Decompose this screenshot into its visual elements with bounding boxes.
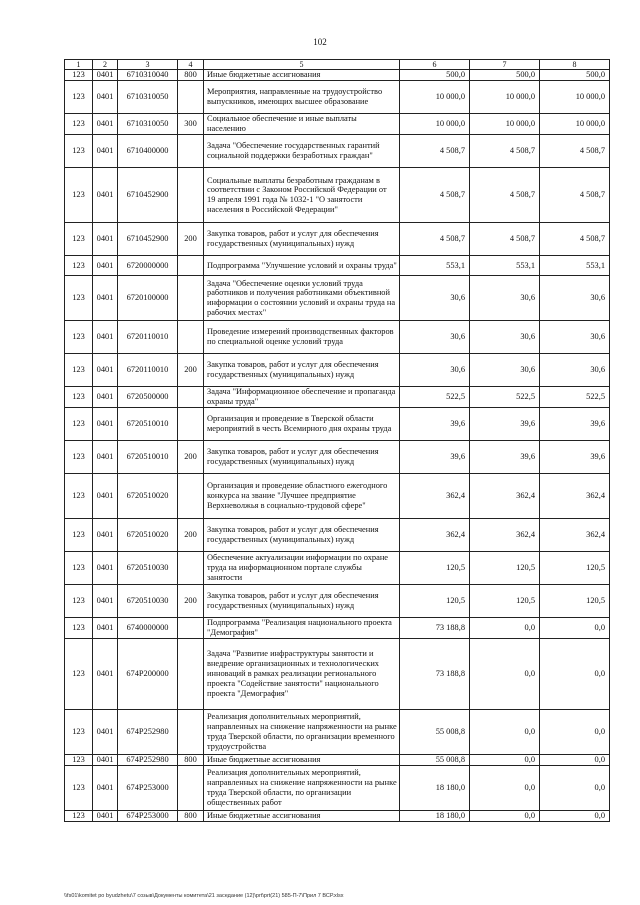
table-cell-1: 123 <box>65 168 93 223</box>
table-cell-5: Мероприятия, направленные на трудоустройство выпускников, имеющих высшее образование <box>204 81 400 114</box>
table-cell-7: 0,0 <box>470 766 540 811</box>
table-cell-1: 123 <box>65 321 93 354</box>
table-cell-5: Закупка товаров, работ и услуг для обеспечения государственных (муниципальных) нужд <box>204 354 400 387</box>
table-cell-8: 30,6 <box>540 321 610 354</box>
table-row <box>65 387 610 408</box>
table-cell-8: 0,0 <box>540 755 610 766</box>
table-cell-1: 123 <box>65 618 93 639</box>
table-cell-7: 0,0 <box>470 710 540 755</box>
table-cell-2: 0401 <box>93 223 118 256</box>
table-cell-2: 0401 <box>93 710 118 755</box>
table-row <box>65 811 610 822</box>
table-cell-4 <box>178 710 204 755</box>
column-header: 1 <box>65 60 93 70</box>
column-header: 5 <box>204 60 400 70</box>
table-cell-7: 39,6 <box>470 408 540 441</box>
table-cell-3: 6720510010 <box>118 408 178 441</box>
table-cell-7: 30,6 <box>470 354 540 387</box>
table-cell-3: 6720510020 <box>118 474 178 519</box>
table-cell-3: 6710310040 <box>118 70 178 81</box>
table-cell-6: 30,6 <box>400 321 470 354</box>
table-cell-8: 362,4 <box>540 519 610 552</box>
table-cell-4: 800 <box>178 70 204 81</box>
table-cell-1: 123 <box>65 354 93 387</box>
table-cell-5: Социальные выплаты безработным гражданам в соответствии с Законом Российской Федерации от 19 апреля 1991 года № 1032-1 "О занятости населения в Российской Федерации" <box>204 168 400 223</box>
table-cell-7: 30,6 <box>470 321 540 354</box>
table-row <box>65 519 610 552</box>
table-cell-7: 120,5 <box>470 552 540 585</box>
table-cell-6: 4 508,7 <box>400 223 470 256</box>
table-cell-1: 123 <box>65 81 93 114</box>
table-cell-1: 123 <box>65 70 93 81</box>
table-cell-5: Проведение измерений производственных факторов по специальной оценке условий труда <box>204 321 400 354</box>
table-cell-6: 120,5 <box>400 585 470 618</box>
table-cell-2: 0401 <box>93 552 118 585</box>
table-cell-1: 123 <box>65 441 93 474</box>
table-cell-7: 0,0 <box>470 639 540 710</box>
table-cell-5: Закупка товаров, работ и услуг для обеспечения государственных (муниципальных) нужд <box>204 585 400 618</box>
table-cell-5: Реализация дополнительных мероприятий, направленных на снижение напряженности на рынке труда Тверской области, по организации временного трудоустройства <box>204 710 400 755</box>
table-cell-4 <box>178 321 204 354</box>
table-cell-6: 500,0 <box>400 70 470 81</box>
table-row <box>65 552 610 585</box>
table-cell-4 <box>178 276 204 321</box>
table-cell-6: 55 008,8 <box>400 710 470 755</box>
table-cell-7: 500,0 <box>470 70 540 81</box>
table-row <box>65 70 610 81</box>
table-cell-2: 0401 <box>93 354 118 387</box>
table-cell-3: 6710400000 <box>118 135 178 168</box>
table-cell-7: 362,4 <box>470 519 540 552</box>
table-cell-4: 800 <box>178 811 204 822</box>
table-cell-4: 200 <box>178 223 204 256</box>
table-cell-3: 6720500000 <box>118 387 178 408</box>
table-cell-5: Закупка товаров, работ и услуг для обеспечения государственных (муниципальных) нужд <box>204 441 400 474</box>
table-row <box>65 114 610 135</box>
table-cell-6: 362,4 <box>400 474 470 519</box>
table-cell-8: 30,6 <box>540 276 610 321</box>
table-cell-3: 674P252980 <box>118 755 178 766</box>
table-row <box>65 639 610 710</box>
table-row <box>65 766 610 811</box>
table-row <box>65 276 610 321</box>
file-path-footer: \\fs01\komitet po byudzhetu\7 созыв\Документы комитета\21 заседание (12)\prt\prt(21) 585-П-7\Прил 7 ВСР.xlsx <box>64 893 344 899</box>
table-cell-4: 200 <box>178 519 204 552</box>
table-cell-6: 39,6 <box>400 408 470 441</box>
table-cell-6: 553,1 <box>400 256 470 276</box>
table-cell-3: 674P200000 <box>118 639 178 710</box>
table-cell-2: 0401 <box>93 70 118 81</box>
table-row <box>65 135 610 168</box>
table-row <box>65 755 610 766</box>
table-cell-4: 200 <box>178 585 204 618</box>
table-cell-5: Задача "Развитие инфраструктуры занятости и внедрение организационных и технологических инноваций в рамках реализации регионального проекта "Содействие занятости" национального проекта "Демография" <box>204 639 400 710</box>
table-cell-6: 39,6 <box>400 441 470 474</box>
table-cell-8: 522,5 <box>540 387 610 408</box>
table-cell-8: 30,6 <box>540 354 610 387</box>
column-header: 2 <box>93 60 118 70</box>
table-cell-8: 4 508,7 <box>540 168 610 223</box>
table-cell-2: 0401 <box>93 81 118 114</box>
table-cell-8: 10 000,0 <box>540 114 610 135</box>
table-cell-3: 6740000000 <box>118 618 178 639</box>
table-cell-5: Подпрограмма "Улучшение условий и охраны труда" <box>204 256 400 276</box>
table-cell-5: Иные бюджетные ассигнования <box>204 811 400 822</box>
table-cell-3: 6710310050 <box>118 81 178 114</box>
table-cell-2: 0401 <box>93 276 118 321</box>
table-cell-1: 123 <box>65 387 93 408</box>
table-cell-4 <box>178 81 204 114</box>
table-cell-1: 123 <box>65 135 93 168</box>
table-cell-6: 55 008,8 <box>400 755 470 766</box>
table-cell-6: 522,5 <box>400 387 470 408</box>
table-cell-8: 0,0 <box>540 618 610 639</box>
table-cell-5: Закупка товаров, работ и услуг для обеспечения государственных (муниципальных) нужд <box>204 519 400 552</box>
table-cell-3: 6720110010 <box>118 354 178 387</box>
table-cell-8: 0,0 <box>540 639 610 710</box>
table-cell-6: 120,5 <box>400 552 470 585</box>
table-cell-7: 553,1 <box>470 256 540 276</box>
table-row <box>65 618 610 639</box>
table-cell-6: 73 188,8 <box>400 618 470 639</box>
table-cell-7: 39,6 <box>470 441 540 474</box>
table-cell-2: 0401 <box>93 618 118 639</box>
table-cell-6: 10 000,0 <box>400 81 470 114</box>
table-cell-2: 0401 <box>93 387 118 408</box>
table-cell-4 <box>178 168 204 223</box>
table-cell-1: 123 <box>65 408 93 441</box>
table-cell-4 <box>178 135 204 168</box>
table-cell-1: 123 <box>65 223 93 256</box>
table-row <box>65 710 610 755</box>
table-cell-5: Обеспечение актуализации информации по охране труда на информационном портале службы занятости <box>204 552 400 585</box>
table-cell-4 <box>178 408 204 441</box>
table-cell-2: 0401 <box>93 135 118 168</box>
table-cell-8: 553,1 <box>540 256 610 276</box>
table-cell-4 <box>178 766 204 811</box>
table-cell-4 <box>178 474 204 519</box>
table-cell-3: 674P253000 <box>118 811 178 822</box>
table-cell-6: 18 180,0 <box>400 766 470 811</box>
column-header: 7 <box>470 60 540 70</box>
table-cell-3: 6720000000 <box>118 256 178 276</box>
table-cell-5: Подпрограмма "Реализация национального проекта "Демография" <box>204 618 400 639</box>
table-row <box>65 81 610 114</box>
table-cell-4 <box>178 618 204 639</box>
table-cell-8: 4 508,7 <box>540 135 610 168</box>
table-cell-8: 0,0 <box>540 766 610 811</box>
table-cell-1: 123 <box>65 585 93 618</box>
table-cell-5: Организация и проведение областного ежегодного конкурса на звание "Лучшее предприятие Верхневолжья в социально-трудовой сфере" <box>204 474 400 519</box>
table-cell-1: 123 <box>65 710 93 755</box>
table-cell-1: 123 <box>65 256 93 276</box>
table-cell-5: Иные бюджетные ассигнования <box>204 70 400 81</box>
table-cell-4 <box>178 639 204 710</box>
table-cell-7: 0,0 <box>470 618 540 639</box>
table-cell-2: 0401 <box>93 256 118 276</box>
table-cell-1: 123 <box>65 552 93 585</box>
table-cell-2: 0401 <box>93 639 118 710</box>
table-cell-1: 123 <box>65 114 93 135</box>
table-cell-6: 30,6 <box>400 354 470 387</box>
table-cell-8: 0,0 <box>540 811 610 822</box>
page-number: 102 <box>313 37 327 47</box>
table-cell-5: Задача "Обеспечение оценки условий труда работников и получения работниками объективной информации о состоянии условий и охраны труда на рабочих местах" <box>204 276 400 321</box>
table-cell-1: 123 <box>65 766 93 811</box>
table-cell-1: 123 <box>65 519 93 552</box>
table-row <box>65 474 610 519</box>
table-cell-6: 30,6 <box>400 276 470 321</box>
table-cell-4: 300 <box>178 114 204 135</box>
table-cell-2: 0401 <box>93 441 118 474</box>
table-cell-7: 10 000,0 <box>470 114 540 135</box>
table-cell-3: 6720100000 <box>118 276 178 321</box>
table-cell-5: Задача "Обеспечение государственных гарантий социальной поддержки безработных граждан" <box>204 135 400 168</box>
table-cell-1: 123 <box>65 474 93 519</box>
table-cell-8: 39,6 <box>540 441 610 474</box>
table-cell-2: 0401 <box>93 585 118 618</box>
table-cell-8: 4 508,7 <box>540 223 610 256</box>
table-cell-5: Закупка товаров, работ и услуг для обеспечения государственных (муниципальных) нужд <box>204 223 400 256</box>
table-cell-8: 39,6 <box>540 408 610 441</box>
column-header: 4 <box>178 60 204 70</box>
table-cell-5: Реализация дополнительных мероприятий, направленных на снижение напряженности на рынке труда Тверской области, по организации общественных работ <box>204 766 400 811</box>
table-cell-8: 10 000,0 <box>540 81 610 114</box>
table-cell-7: 522,5 <box>470 387 540 408</box>
table-row <box>65 168 610 223</box>
table-cell-7: 120,5 <box>470 585 540 618</box>
table-cell-3: 6720510030 <box>118 585 178 618</box>
table-cell-2: 0401 <box>93 519 118 552</box>
table-cell-3: 6710452900 <box>118 223 178 256</box>
table-cell-1: 123 <box>65 755 93 766</box>
table-cell-4: 200 <box>178 354 204 387</box>
table-cell-7: 362,4 <box>470 474 540 519</box>
table-cell-3: 6710310050 <box>118 114 178 135</box>
table-cell-2: 0401 <box>93 114 118 135</box>
table-cell-6: 10 000,0 <box>400 114 470 135</box>
table-cell-3: 6720510020 <box>118 519 178 552</box>
table-cell-4 <box>178 552 204 585</box>
table-cell-4 <box>178 387 204 408</box>
table-cell-2: 0401 <box>93 811 118 822</box>
table-cell-2: 0401 <box>93 408 118 441</box>
table-row <box>65 256 610 276</box>
column-header: 3 <box>118 60 178 70</box>
table-cell-2: 0401 <box>93 755 118 766</box>
table-cell-5: Иные бюджетные ассигнования <box>204 755 400 766</box>
table-cell-5: Организация и проведение в Тверской области мероприятий в честь Всемирного дня охраны труда <box>204 408 400 441</box>
table-cell-1: 123 <box>65 639 93 710</box>
table-cell-8: 500,0 <box>540 70 610 81</box>
table-row <box>65 223 610 256</box>
table-cell-4: 200 <box>178 441 204 474</box>
table-row <box>65 585 610 618</box>
column-header: 6 <box>400 60 470 70</box>
table-row <box>65 321 610 354</box>
table-row <box>65 408 610 441</box>
table-cell-5: Задача "Информационное обеспечение и пропаганда охраны труда" <box>204 387 400 408</box>
table-row <box>65 354 610 387</box>
table-cell-7: 10 000,0 <box>470 81 540 114</box>
table-cell-1: 123 <box>65 276 93 321</box>
table-cell-3: 6720510010 <box>118 441 178 474</box>
table-cell-6: 4 508,7 <box>400 168 470 223</box>
table-cell-6: 4 508,7 <box>400 135 470 168</box>
table-cell-4: 800 <box>178 755 204 766</box>
table-cell-8: 362,4 <box>540 474 610 519</box>
table-cell-8: 120,5 <box>540 552 610 585</box>
table-cell-7: 4 508,7 <box>470 223 540 256</box>
table-cell-4 <box>178 256 204 276</box>
table-cell-7: 4 508,7 <box>470 135 540 168</box>
table-cell-7: 30,6 <box>470 276 540 321</box>
table-cell-3: 674P253000 <box>118 766 178 811</box>
table-cell-6: 73 188,8 <box>400 639 470 710</box>
table-cell-3: 6710452900 <box>118 168 178 223</box>
column-header: 8 <box>540 60 610 70</box>
table-cell-7: 0,0 <box>470 755 540 766</box>
table-cell-6: 18 180,0 <box>400 811 470 822</box>
table-row <box>65 441 610 474</box>
table-cell-3: 6720510030 <box>118 552 178 585</box>
table-cell-3: 674P252980 <box>118 710 178 755</box>
table-cell-2: 0401 <box>93 168 118 223</box>
table-cell-2: 0401 <box>93 321 118 354</box>
table-cell-7: 0,0 <box>470 811 540 822</box>
table-cell-5: Социальное обеспечение и иные выплаты населению <box>204 114 400 135</box>
table-cell-6: 362,4 <box>400 519 470 552</box>
column-number-row <box>65 60 610 70</box>
table-cell-1: 123 <box>65 811 93 822</box>
table-cell-8: 0,0 <box>540 710 610 755</box>
table-cell-7: 4 508,7 <box>470 168 540 223</box>
table-cell-8: 120,5 <box>540 585 610 618</box>
budget-table <box>64 59 610 822</box>
table-cell-3: 6720110010 <box>118 321 178 354</box>
table-cell-2: 0401 <box>93 474 118 519</box>
table-cell-2: 0401 <box>93 766 118 811</box>
